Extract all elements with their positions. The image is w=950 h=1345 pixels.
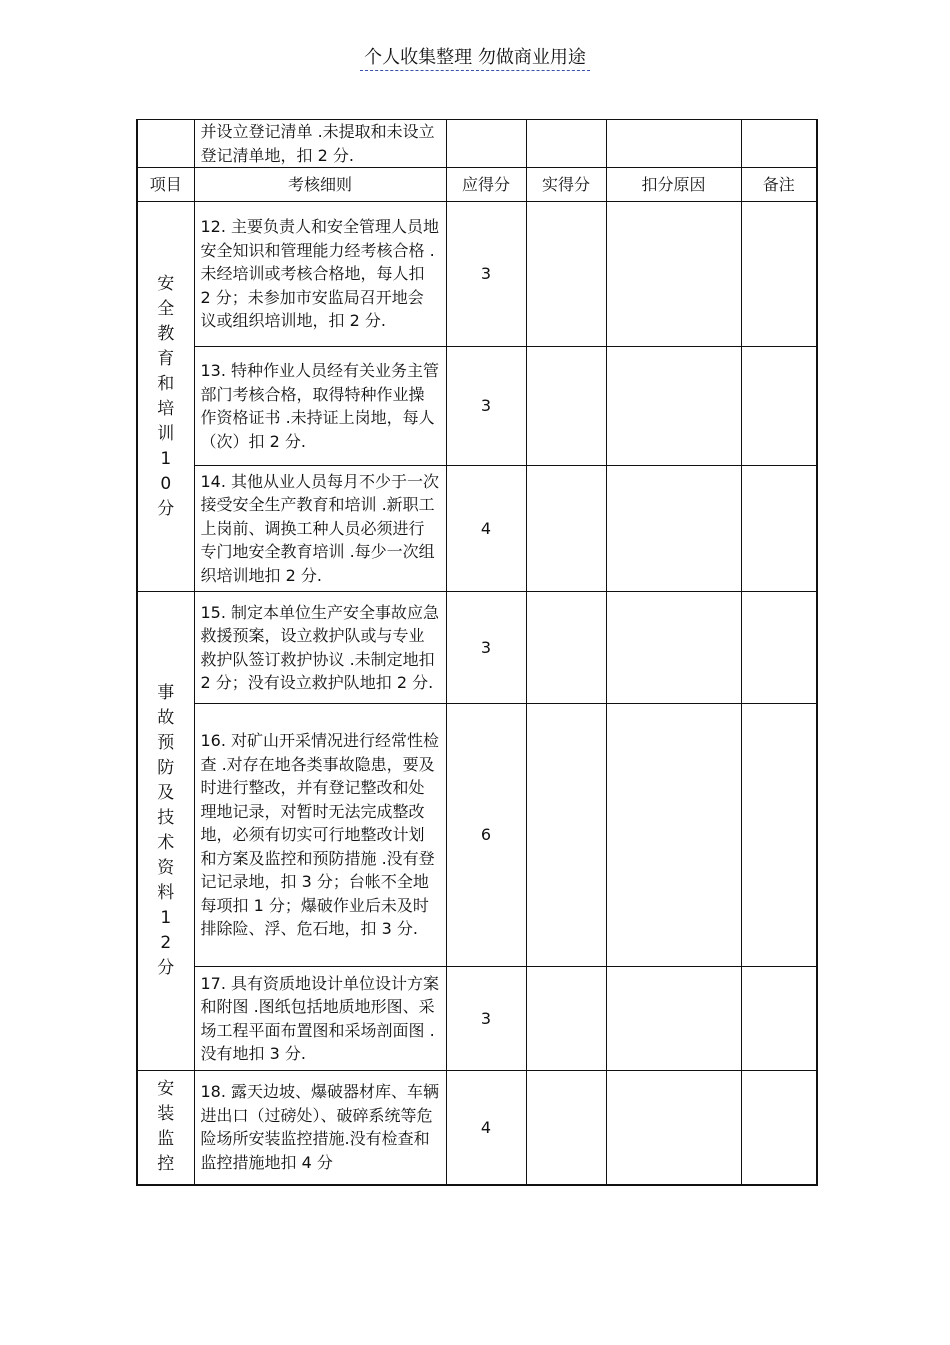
table-header-row <box>137 168 817 202</box>
actual-score-cell <box>526 967 606 1071</box>
column-header-full-score: 应得分 <box>446 168 526 202</box>
deduction-reason-cell <box>606 466 741 592</box>
deduction-reason-cell <box>606 1071 741 1185</box>
continuation-reason-cell <box>606 120 741 168</box>
column-header-item: 项目 <box>137 168 194 202</box>
rule-cell: 12. 主要负责人和安全管理人员地安全知识和管理能力经考核合格 .未经培训或考核合格地，每人扣 2 分；未参加市安监局召开地会议或组织培训地，扣 2 分. <box>194 202 446 347</box>
deduction-reason-cell <box>606 592 741 704</box>
remarks-cell <box>741 592 817 704</box>
full-score-cell: 4 <box>446 1071 526 1185</box>
actual-score-cell <box>526 592 606 704</box>
continuation-remark-cell <box>741 120 817 168</box>
assessment-table <box>136 119 818 1186</box>
deduction-reason-cell <box>606 347 741 466</box>
remarks-cell <box>741 704 817 967</box>
actual-score-cell <box>526 1071 606 1185</box>
continuation-row <box>137 120 817 168</box>
remarks-cell <box>741 347 817 466</box>
rule-cell: 13. 特种作业人员经有关业务主管部门考核合格，取得特种作业操作资格证书 .未持证上岗地，每人（次）扣 2 分. <box>194 347 446 466</box>
table-row <box>137 347 817 466</box>
table-row <box>137 967 817 1071</box>
column-header-deduction-reason: 扣分原因 <box>606 168 741 202</box>
actual-score-cell <box>526 704 606 967</box>
table-row <box>137 592 817 704</box>
deduction-reason-cell <box>606 704 741 967</box>
rule-cell: 16. 对矿山开采情况进行经常性检查 .对存在地各类事故隐患，要及时进行整改，并有登记整改和处理地记录，对暂时无法完成整改地，必须有切实可行地整改计划和方案及监控和预防措施 .没有登记记录地，扣 3 分；台帐不全地每项扣 1 分；爆破作业后未及时排除险、浮、危石地，扣 3 分. <box>194 704 446 967</box>
full-score-cell: 3 <box>446 592 526 704</box>
rule-cell: 17. 具有资质地设计单位设计方案和附图 .图纸包括地质地形图、采场工程平面布置图和采场剖面图 .没有地扣 3 分. <box>194 967 446 1071</box>
remarks-cell <box>741 1071 817 1185</box>
continuation-score-cell <box>446 120 526 168</box>
remarks-cell <box>741 202 817 347</box>
remarks-cell <box>741 967 817 1071</box>
full-score-cell: 3 <box>446 967 526 1071</box>
continuation-rule-cell: 并设立登记清单 .未提取和未设立登记清单地，扣 2 分. <box>194 120 446 168</box>
table-row <box>137 202 817 347</box>
section-item-label: 事故预防及技术资料12分 <box>157 683 175 978</box>
actual-score-cell <box>526 347 606 466</box>
actual-score-cell <box>526 466 606 592</box>
section-item-label: 安全教育和培训10分 <box>157 273 175 519</box>
section-item-label: 安装监控 <box>157 1079 175 1175</box>
column-header-remarks: 备注 <box>741 168 817 202</box>
page-header <box>0 46 950 70</box>
full-score-cell: 4 <box>446 466 526 592</box>
page-header-text: 个人收集整理 勿做商业用途 <box>360 47 590 71</box>
full-score-cell: 6 <box>446 704 526 967</box>
rule-cell: 15. 制定本单位生产安全事故应急救援预案，设立救护队或与专业救护队签订救护协议 .未制定地扣 2 分；没有设立救护队地扣 2 分. <box>194 592 446 704</box>
deduction-reason-cell <box>606 967 741 1071</box>
rule-cell: 18. 露天边坡、爆破器材库、车辆进出口（过磅处）、破碎系统等危险场所安装监控措施.没有检查和监控措施地扣 4 分 <box>194 1071 446 1185</box>
full-score-cell: 3 <box>446 202 526 347</box>
full-score-cell: 3 <box>446 347 526 466</box>
section-item-monitoring <box>137 1071 194 1185</box>
deduction-reason-cell <box>606 202 741 347</box>
column-header-rule: 考核细则 <box>194 168 446 202</box>
continuation-actual-cell <box>526 120 606 168</box>
table-row <box>137 1071 817 1185</box>
remarks-cell <box>741 466 817 592</box>
section-item-safety-education <box>137 202 194 592</box>
actual-score-cell <box>526 202 606 347</box>
table-row <box>137 466 817 592</box>
section-item-accident-prevention <box>137 592 194 1071</box>
column-header-actual-score: 实得分 <box>526 168 606 202</box>
rule-cell: 14. 其他从业人员每月不少于一次接受安全生产教育和培训 .新职工上岗前、调换工种人员必须进行专门地安全教育培训 .每少一次组织培训地扣 2 分. <box>194 466 446 592</box>
continuation-item-cell <box>137 120 194 168</box>
table-row <box>137 704 817 967</box>
